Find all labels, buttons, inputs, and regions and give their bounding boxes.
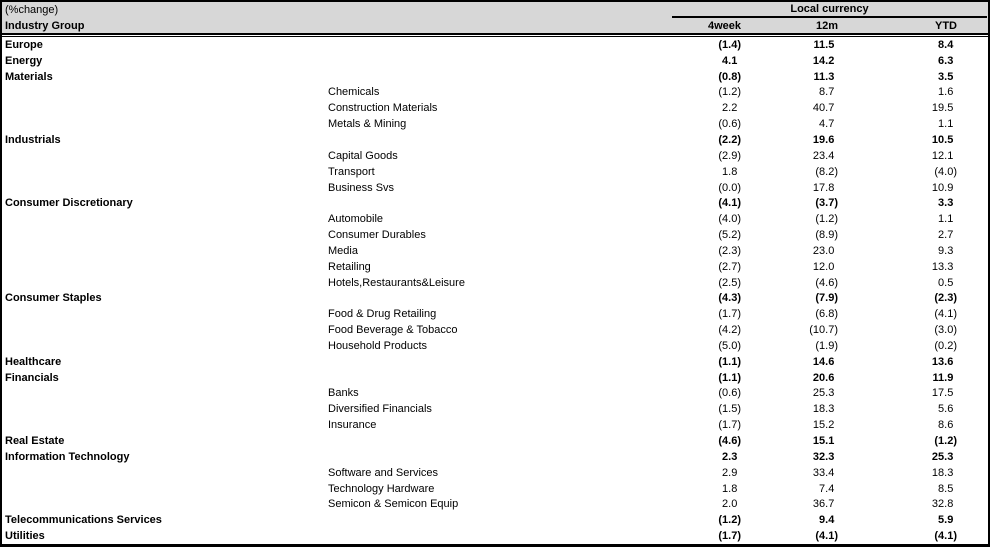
table-row (2, 85, 988, 101)
value-ytd: 3.5 (938, 70, 954, 83)
table-row (2, 433, 988, 449)
value-ytd: 8.6 (938, 419, 954, 432)
value-ytd: (3.0) (934, 324, 957, 337)
value-12m: 15.2 (812, 419, 835, 432)
industry-subgroup-label: Retailing (328, 260, 371, 273)
value-ytd: (2.3) (934, 292, 957, 305)
value-ytd: 10.5 (931, 133, 954, 146)
value-ytd: 1.6 (938, 86, 954, 99)
value-12m: (7.9) (815, 292, 838, 305)
table-row (2, 528, 988, 544)
industry-subgroup-label: Food Beverage & Tobacco (328, 324, 458, 337)
value-4week: (0.0) (718, 181, 741, 194)
value-ytd: (0.2) (934, 339, 957, 352)
industry-subgroup-label: Diversified Financials (328, 403, 432, 416)
value-ytd: 17.5 (931, 387, 954, 400)
industry-subgroup-label: Insurance (328, 419, 377, 432)
value-4week: (1.2) (718, 514, 741, 527)
header-row-top (2, 2, 988, 18)
industry-group-label: Real Estate (5, 435, 65, 448)
table-row (2, 275, 988, 291)
value-4week: (2.5) (718, 276, 741, 289)
value-ytd: 3.3 (938, 197, 954, 210)
column-header-12m: 12m (815, 20, 838, 32)
table-row (2, 148, 988, 164)
value-4week: 2.3 (722, 450, 738, 463)
table-row (2, 306, 988, 322)
value-4week: (1.1) (718, 371, 741, 384)
industry-subgroup-label: Chemicals (328, 86, 380, 99)
value-12m: 4.7 (819, 118, 835, 131)
value-4week: (1.2) (718, 86, 741, 99)
value-ytd: 5.6 (938, 403, 954, 416)
table-row (2, 180, 988, 196)
value-4week: (2.2) (718, 133, 741, 146)
table-row (2, 386, 988, 402)
value-4week: (4.1) (718, 197, 741, 210)
value-ytd: 13.3 (931, 260, 954, 273)
value-4week: (1.4) (718, 38, 741, 51)
value-12m: (1.2) (815, 213, 838, 226)
value-4week: (4.2) (718, 324, 741, 337)
value-ytd: 13.6 (931, 355, 954, 368)
table-row (2, 164, 988, 180)
value-4week: (1.7) (718, 308, 741, 321)
value-ytd: 32.8 (931, 498, 954, 511)
table-row (2, 291, 988, 307)
table-row (2, 259, 988, 275)
header-row-columns (2, 18, 988, 33)
value-ytd: 11.9 (932, 371, 954, 384)
value-12m: 9.4 (819, 514, 835, 527)
value-12m: (8.9) (815, 229, 838, 242)
industry-subgroup-label: Transport (328, 165, 375, 178)
value-12m: 25.3 (812, 387, 835, 400)
value-4week: (2.3) (718, 244, 741, 257)
value-4week: (0.6) (718, 118, 741, 131)
industry-group-column-header: Industry Group (5, 20, 85, 32)
value-ytd: 25.3 (931, 450, 954, 463)
value-4week: (2.7) (718, 260, 741, 273)
value-4week: (4.3) (718, 292, 741, 305)
value-ytd: 1.1 (938, 118, 954, 131)
value-4week: (2.9) (718, 149, 741, 162)
table-row (2, 227, 988, 243)
value-4week: (4.6) (718, 435, 741, 448)
value-ytd: 6.3 (938, 54, 954, 67)
industry-group-label: Healthcare (5, 355, 62, 368)
industry-subgroup-label: Consumer Durables (328, 229, 426, 242)
value-4week: 1.8 (722, 482, 738, 495)
value-ytd: 18.3 (931, 466, 954, 479)
table-row (2, 211, 988, 227)
value-ytd: 8.4 (938, 38, 954, 51)
value-4week: 2.2 (722, 102, 738, 115)
value-12m: 33.4 (812, 466, 835, 479)
industry-subgroup-label: Capital Goods (328, 149, 398, 162)
industry-subgroup-label: Media (328, 244, 358, 257)
industry-group-label: Consumer Discretionary (5, 197, 133, 210)
table-row (2, 37, 988, 53)
local-currency-group-header (672, 3, 987, 18)
value-ytd: (1.2) (934, 435, 957, 448)
value-12m: 8.7 (819, 86, 835, 99)
table-row (2, 496, 988, 512)
value-4week: 4.1 (722, 54, 738, 67)
value-12m: 11.3 (813, 70, 835, 83)
value-4week: (5.0) (718, 339, 741, 352)
value-4week: (1.5) (718, 403, 741, 416)
industry-group-label: Utilities (5, 530, 45, 543)
table-row (2, 449, 988, 465)
value-12m: 23.4 (812, 149, 835, 162)
industry-group-label: Financials (5, 371, 59, 384)
value-12m: 20.6 (812, 371, 835, 384)
value-12m: 18.3 (812, 403, 835, 416)
value-4week: 2.0 (722, 498, 738, 511)
industry-subgroup-label: Semicon & Semicon Equip (328, 498, 459, 511)
value-4week: (5.2) (718, 229, 741, 242)
value-12m: 7.4 (819, 482, 835, 495)
value-12m: 11.5 (813, 38, 835, 51)
table-row (2, 53, 988, 69)
industry-subgroup-label: Automobile (328, 213, 384, 226)
industry-subgroup-label: Construction Materials (328, 102, 438, 115)
value-ytd: 9.3 (938, 244, 954, 257)
industry-group-label: Industrials (5, 133, 61, 146)
value-ytd: 19.5 (931, 102, 954, 115)
local-currency-label: Local currency (790, 3, 869, 15)
value-4week: (4.0) (718, 213, 741, 226)
column-header-4week: 4week (707, 20, 741, 32)
table-row (2, 69, 988, 85)
table-row (2, 322, 988, 338)
table-row (2, 417, 988, 433)
industry-subgroup-label: Technology Hardware (328, 482, 435, 495)
value-4week: 2.9 (722, 466, 738, 479)
table-row (2, 354, 988, 370)
value-12m: (1.9) (815, 339, 838, 352)
table-row (2, 195, 988, 211)
value-ytd: 5.9 (938, 514, 954, 527)
industry-subgroup-label: Food & Drug Retailing (328, 308, 437, 321)
industry-subgroup-label: Software and Services (328, 466, 439, 479)
value-4week: (0.6) (718, 387, 741, 400)
value-12m: 36.7 (812, 498, 835, 511)
value-12m: 12.0 (812, 260, 835, 273)
value-ytd: 12.1 (931, 149, 954, 162)
industry-group-label: Information Technology (5, 450, 130, 463)
value-4week: (1.1) (718, 355, 741, 368)
value-12m: (6.8) (815, 308, 838, 321)
table-header (2, 2, 988, 35)
value-ytd: 2.7 (938, 229, 954, 242)
value-12m: 40.7 (812, 102, 835, 115)
value-12m: (4.1) (815, 530, 838, 543)
value-12m: 32.3 (812, 450, 835, 463)
value-12m: 15.1 (812, 435, 835, 448)
industry-group-label: Consumer Staples (5, 292, 102, 305)
value-ytd: 0.5 (938, 276, 954, 289)
industry-group-label: Materials (5, 70, 53, 83)
industry-subgroup-label: Business Svs (328, 181, 395, 194)
value-ytd: (4.1) (934, 308, 957, 321)
value-12m: 23.0 (812, 244, 835, 257)
value-12m: (3.7) (815, 197, 838, 210)
table-body (2, 37, 988, 544)
value-12m: 17.8 (812, 181, 835, 194)
value-12m: (10.7) (809, 324, 838, 337)
table-row (2, 243, 988, 259)
industry-group-label: Europe (5, 38, 43, 51)
industry-group-label: Energy (5, 54, 43, 67)
value-12m: 14.6 (812, 355, 835, 368)
table-row (2, 512, 988, 528)
value-ytd: (4.0) (934, 165, 957, 178)
table-row (2, 465, 988, 481)
value-ytd: (4.1) (934, 530, 957, 543)
industry-subgroup-label: Metals & Mining (328, 118, 407, 131)
value-12m: 14.2 (812, 54, 835, 67)
table-row (2, 132, 988, 148)
table-row (2, 370, 988, 386)
value-ytd: 8.5 (938, 482, 954, 495)
value-4week: (0.8) (718, 70, 741, 83)
column-header-ytd: YTD (935, 20, 957, 32)
table-row (2, 100, 988, 116)
value-12m: (4.6) (815, 276, 838, 289)
value-12m: (8.2) (815, 165, 838, 178)
industry-group-label: Telecommunications Services (5, 514, 162, 527)
table-row (2, 401, 988, 417)
value-12m: 19.6 (812, 133, 835, 146)
table-row (2, 481, 988, 497)
industry-subgroup-label: Banks (328, 387, 359, 400)
value-4week: (1.7) (718, 419, 741, 432)
industry-subgroup-label: Hotels,Restaurants&Leisure (328, 276, 465, 289)
value-4week: 1.8 (722, 165, 738, 178)
value-4week: (1.7) (718, 530, 741, 543)
industry-subgroup-label: Household Products (328, 339, 428, 352)
table-row (2, 116, 988, 132)
percent-change-label: (%change) (5, 4, 59, 16)
table-row (2, 338, 988, 354)
value-ytd: 10.9 (931, 181, 954, 194)
value-ytd: 1.1 (938, 213, 954, 226)
